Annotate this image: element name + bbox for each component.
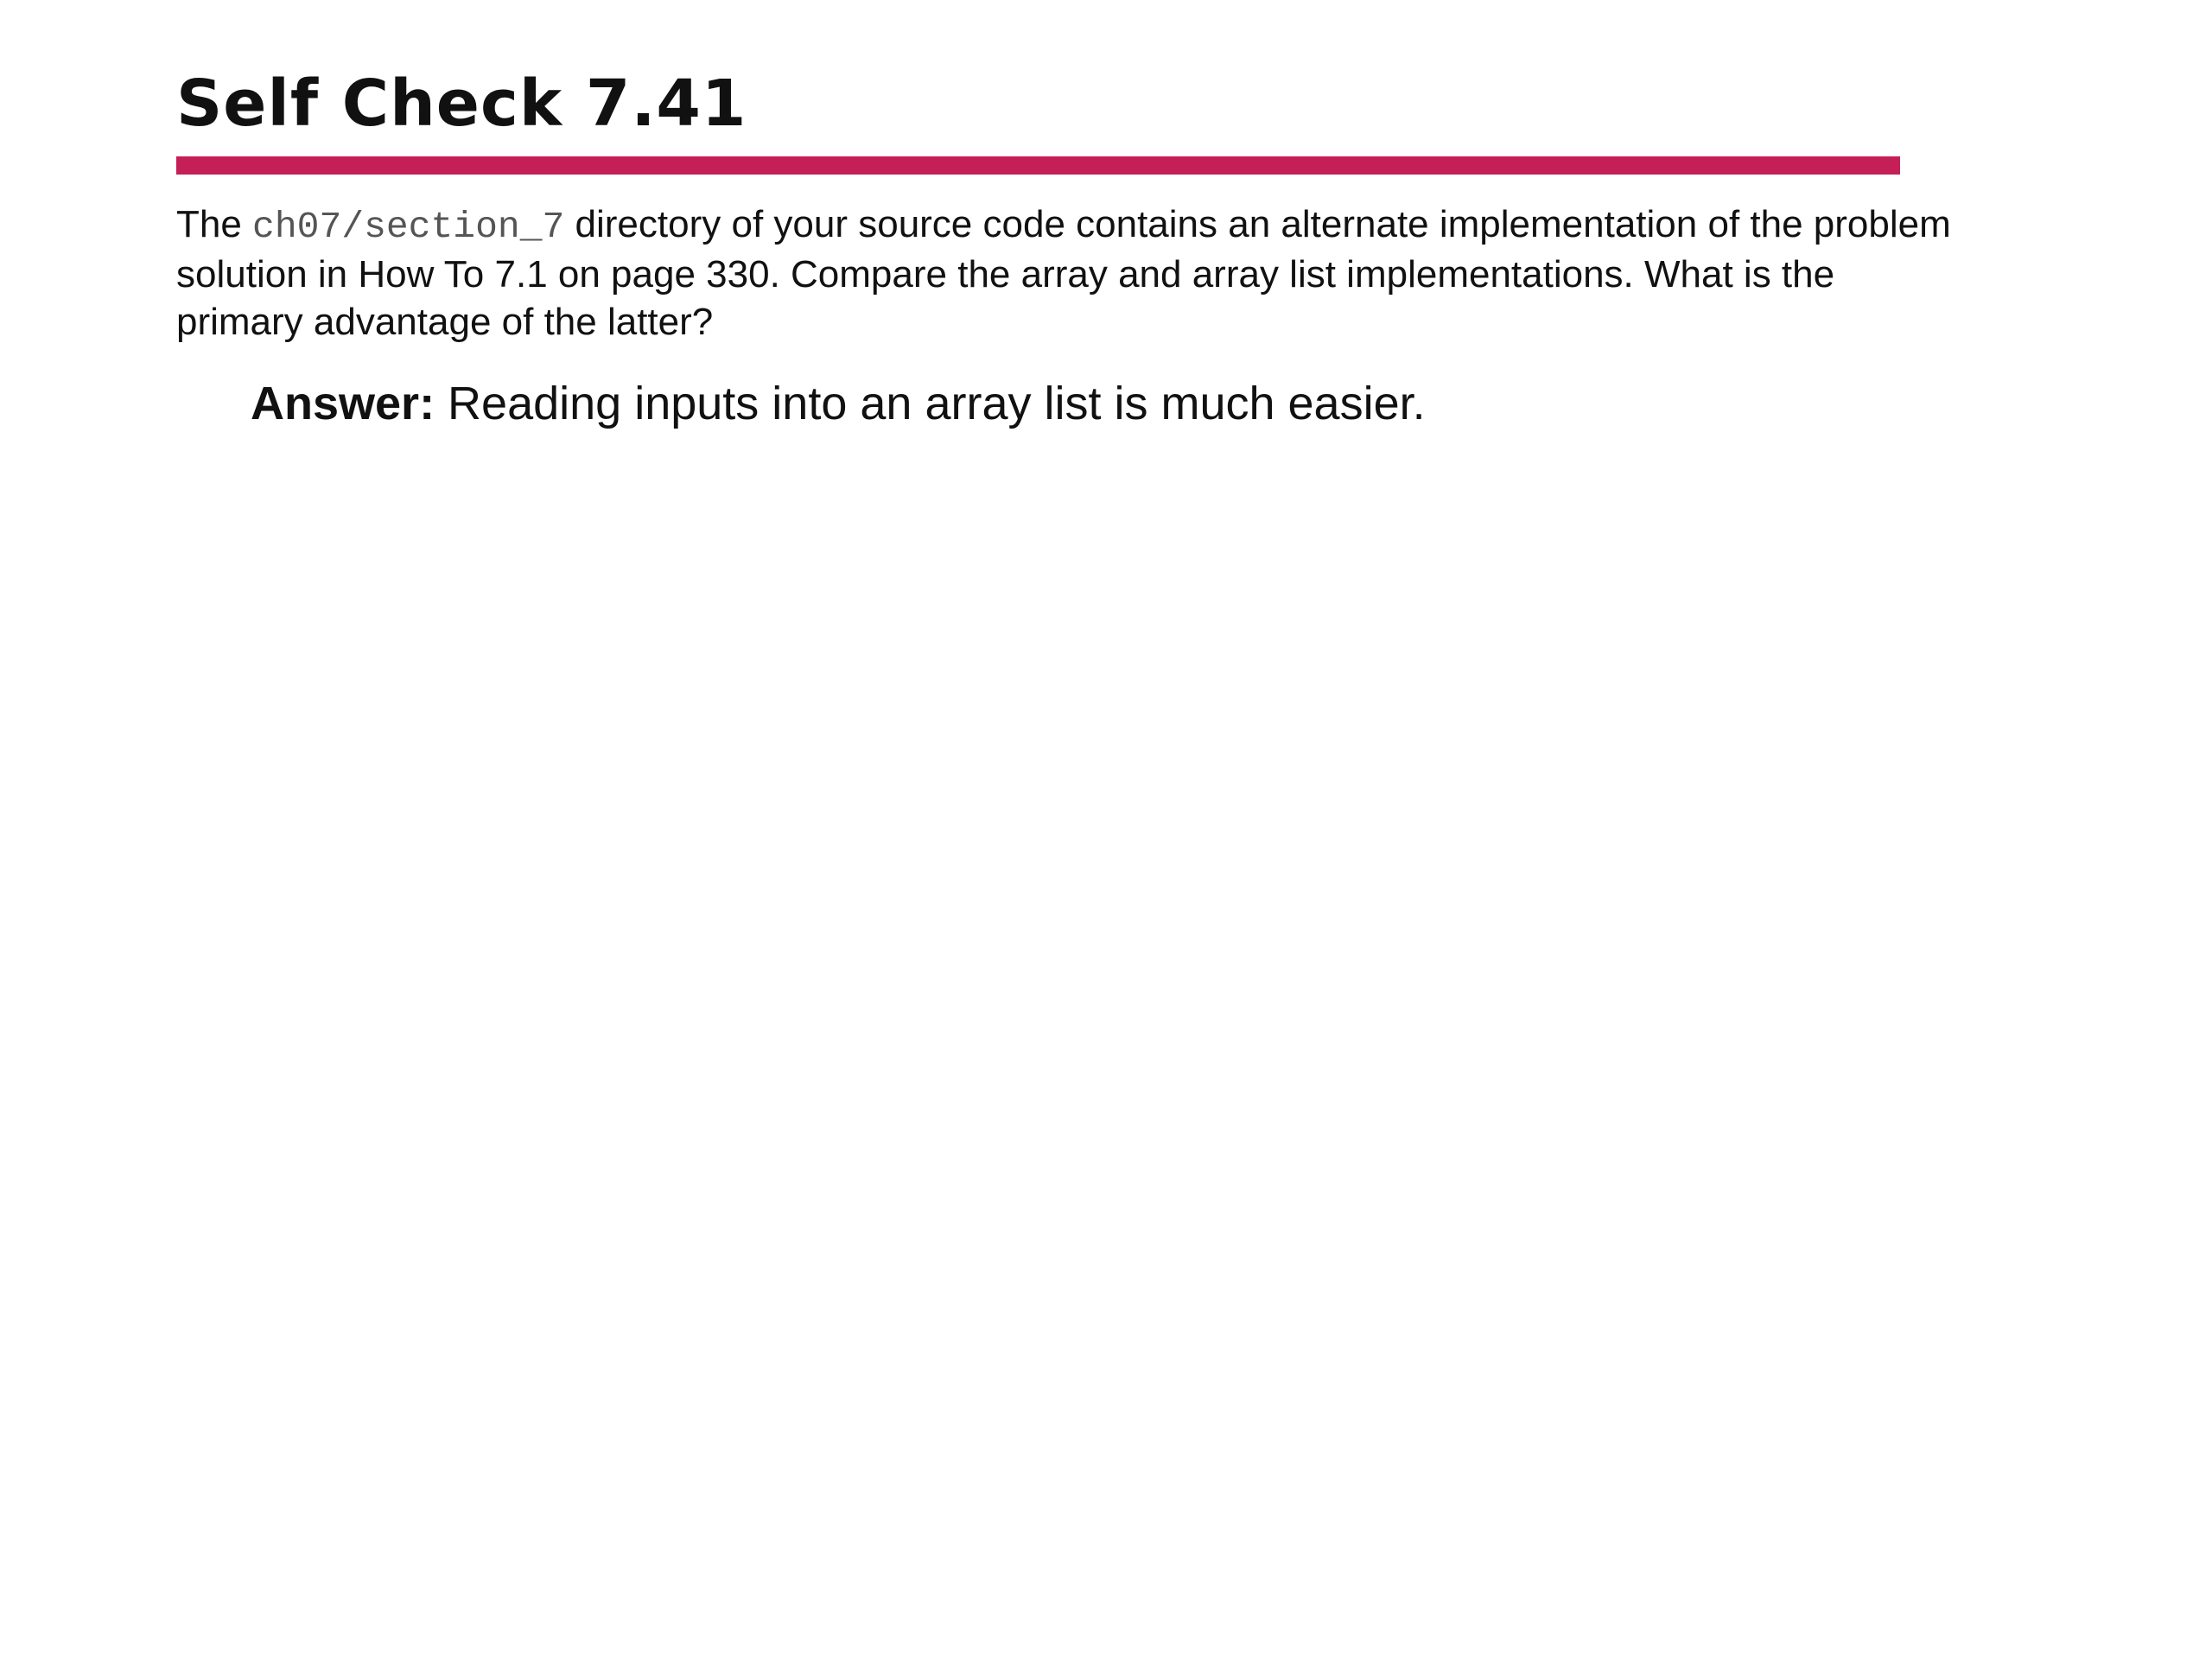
answer-label: Answer: [251, 378, 435, 429]
answer-text [251, 373, 1426, 434]
page-title: Self Check 7.41 [176, 67, 747, 141]
directory-code: ch07/section_7 [252, 206, 565, 248]
answer-body: Reading inputs into an array list is much easier. [435, 378, 1426, 429]
question-line1-rest: directory of your source code contains an alternate implementation of the problem [564, 203, 1951, 245]
title-underline-rule [176, 156, 1900, 175]
question-text [176, 200, 2060, 346]
question-line3: primary advantage of the latter? [176, 301, 714, 343]
question-line2: solution in How To 7.1 on page 330. Compare the array and array list implementations. What is the [176, 253, 1835, 296]
question-lead: The [176, 203, 253, 245]
